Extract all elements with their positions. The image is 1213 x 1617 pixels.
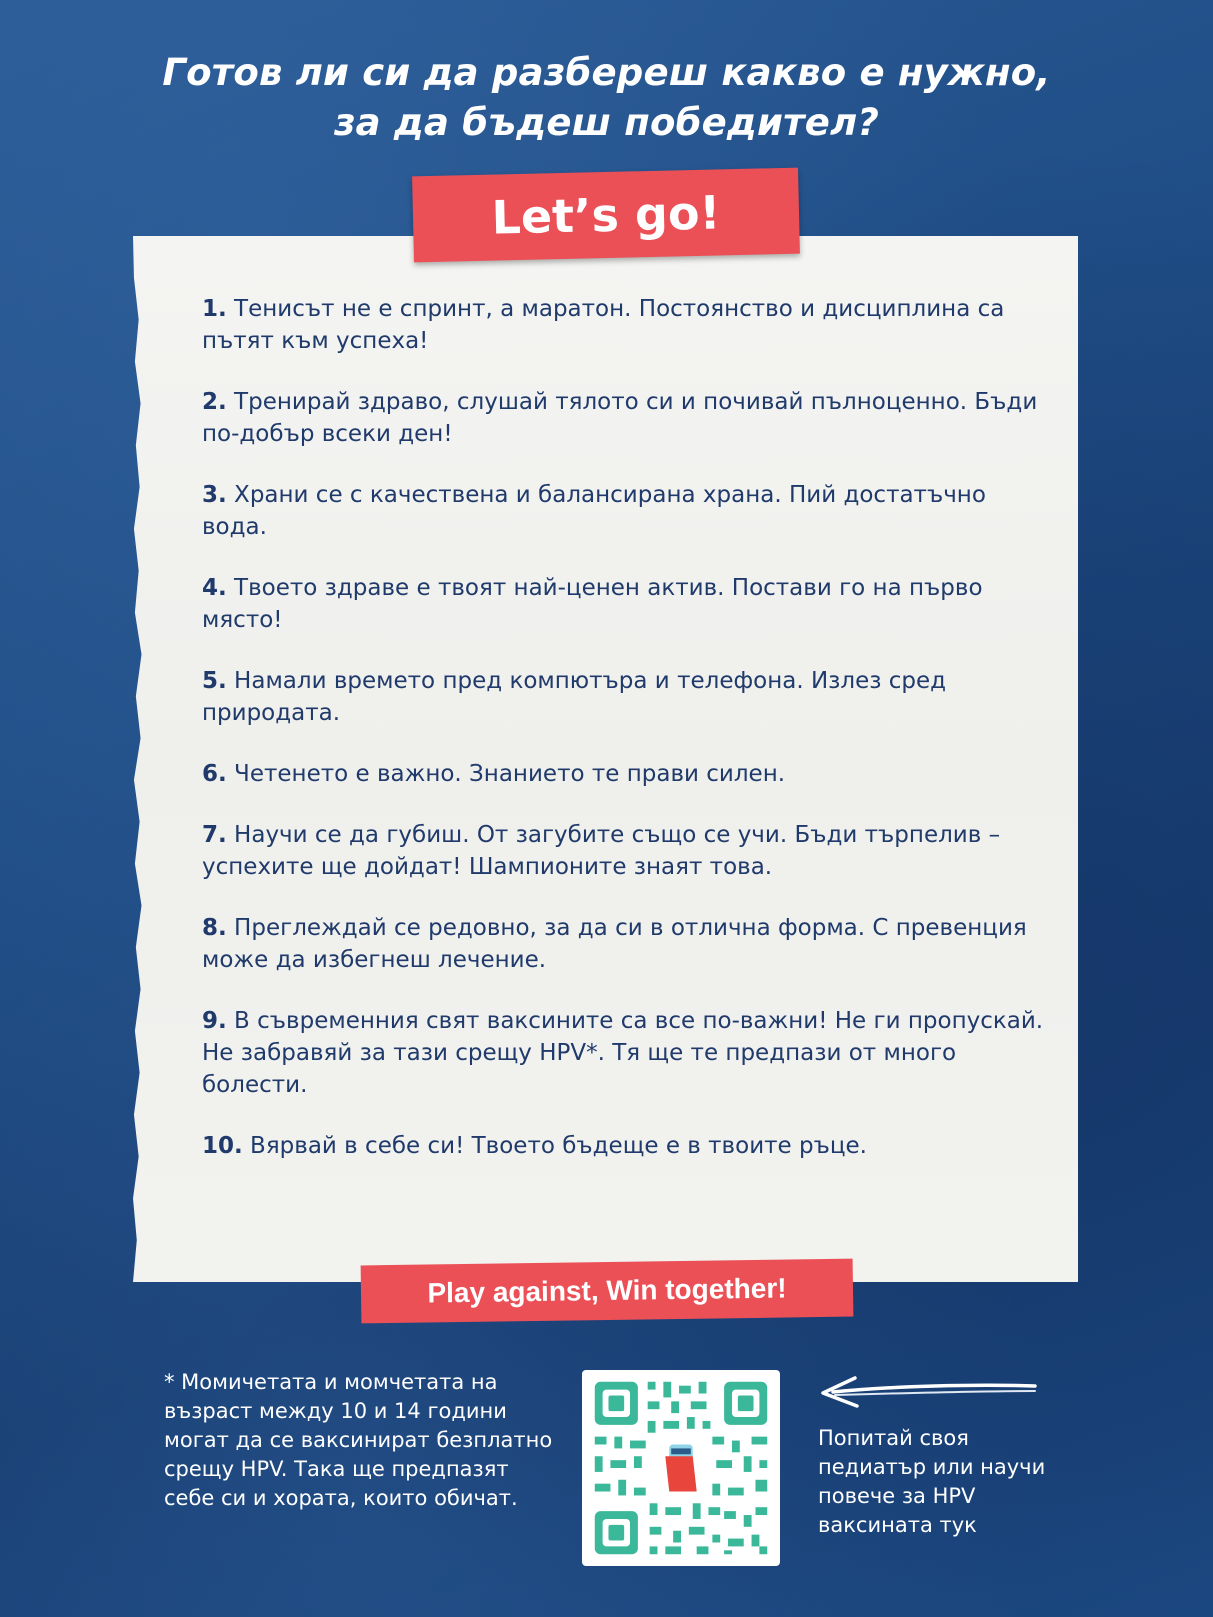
- tip-number: 2.: [202, 389, 227, 415]
- tip-number: 8.: [202, 915, 227, 941]
- headline-line-2: за да бъдеш победител?: [333, 101, 880, 144]
- tip-item: [202, 665, 1052, 729]
- hpv-footnote: * Момичетата и момчетата на възраст между 10 и 14 години могат да се ваксинират безплатно срещу HPV. Така ще предпазят себе си и хората, които обичат.: [164, 1370, 553, 1510]
- tip-item: [202, 758, 1052, 790]
- tip-item: [202, 572, 1052, 636]
- tip-item: [202, 1130, 1052, 1162]
- tip-text: Преглеждай се редовно, за да си в отлична форма. С превенция може да избегнеш лечение.: [202, 915, 1027, 973]
- tip-item: [202, 1005, 1052, 1101]
- lets-go-banner: [412, 168, 800, 263]
- tip-text: Научи се да губиш. От загубите също се учи. Бъди търпелив – успехите ще дойдат! Шампионите знаят това.: [202, 822, 1001, 880]
- headline-line-1: Готов ли си да разбереш какво е нужно,: [162, 51, 1051, 94]
- tip-text: Тенисът не е спринт, а маратон. Постоянство и дисциплина са пътят към успеха!: [202, 296, 1005, 354]
- tip-item: [202, 819, 1052, 883]
- slogan-banner: [361, 1259, 854, 1324]
- tip-text: Намали времето пред компютъра и телефона. Излез сред природата.: [202, 668, 947, 726]
- slogan-label: Play against, Win together!: [427, 1272, 787, 1309]
- tip-number: 7.: [202, 822, 227, 848]
- pediatrician-note: Попитай своя педиатър или научи повече за HPV ваксината тук: [818, 1426, 1046, 1537]
- tips-list: [202, 293, 1052, 1191]
- tip-item: [202, 912, 1052, 976]
- tip-number: 4.: [202, 575, 227, 601]
- tip-text: Тренирай здраво, слушай тялото си и почивай пълноценно. Бъди по-добър всеки ден!: [202, 389, 1038, 447]
- tip-number: 1.: [202, 296, 227, 322]
- tip-number: 3.: [202, 482, 227, 508]
- tip-number: 10.: [202, 1133, 243, 1159]
- tip-text: В съвременния свят ваксините са все по-важни! Не ги пропускай. Не забравяй за тази срещу HPV*. Тя ще те предпази от много болести.: [202, 1008, 1044, 1098]
- qr-code-icon: [582, 1370, 780, 1566]
- tip-text: Вярвай в себе си! Твоето бъдеще е в твоите ръце.: [242, 1133, 867, 1159]
- lets-go-label: Let’s go!: [490, 185, 722, 245]
- tip-text: Храни се с качествена и балансирана храна. Пий достатъчно вода.: [202, 482, 986, 540]
- headline: [60, 48, 1153, 148]
- tip-text: Четенето е важно. Знанието те прави силен.: [226, 761, 786, 787]
- tip-number: 5.: [202, 668, 227, 694]
- tip-item: [202, 386, 1052, 450]
- tip-item: [202, 293, 1052, 357]
- tip-item: [202, 479, 1052, 543]
- left-arrow-icon: [815, 1372, 1040, 1408]
- tip-text: Твоето здраве е твоят най-ценен актив. Постави го на първо място!: [202, 575, 983, 633]
- tip-number: 9.: [202, 1008, 227, 1034]
- tip-number: 6.: [202, 761, 227, 787]
- qr-code[interactable]: [582, 1370, 780, 1566]
